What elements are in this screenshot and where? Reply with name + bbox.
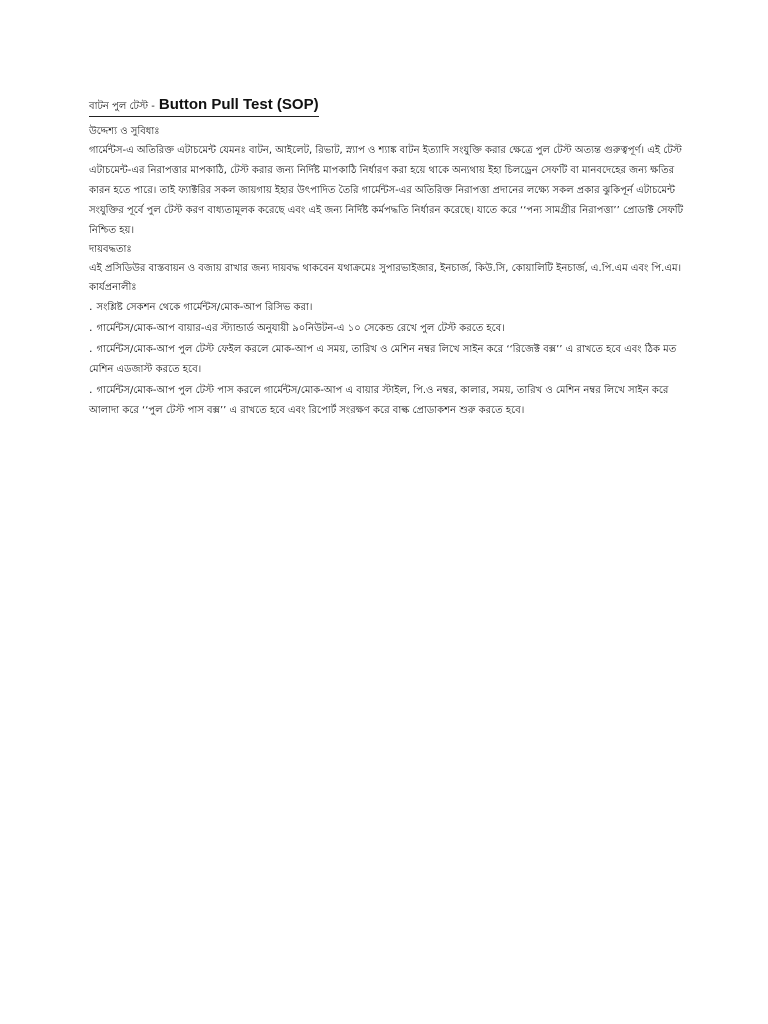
- step-text: গার্মেন্টস/মোক-আপ পুল টেস্ট পাস করলে গার্মেন্টস/মোক-আপ এ বায়ার স্টাইল, পি.ও নম্বর, কালার, সময়, তারিখ ও মেশিন নম্বর লিখে সাইন করে আলাদা করে ‘‘পুল টেস্ট পাস বক্স’’ এ রাখতে হবে এবং রিপোর্ট সংরক্ষণ করে বাল্ক প্রোডাকশন শুরু করতে হবে।: [89, 385, 669, 416]
- step-text: গার্মেন্টস/মোক-আপ বায়ার-এর স্ট্যান্ডার্ড অনুযায়ী ৯০নিউটন-এ ১০ সেকেন্ড রেখে পুল টেস্ট করতে হবে।: [96, 323, 505, 334]
- section-procedure-heading: কার্যপ্রনালীঃ: [89, 282, 137, 293]
- title-bengali: বাটন পুল টেস্ট -: [89, 101, 155, 112]
- title-english: Button Pull Test (SOP): [158, 96, 319, 113]
- step-marker: .: [89, 342, 93, 355]
- section-responsibility-heading: দায়বদ্ধতাঃ: [89, 244, 132, 255]
- step-marker: .: [89, 383, 93, 396]
- step-marker: .: [89, 321, 93, 334]
- procedure-steps: [89, 297, 684, 421]
- procedure-step-4: [89, 380, 684, 421]
- responsibility-paragraph: এই প্রসিডিউর বাস্তবায়ন ও বজায় রাখার জন্য দায়বদ্ধ থাকবেন যথাক্রমেঃ সুপারভাইজার, ইনচার্জ, কিউ.সি, কোয়ালিটি ইনচার্জ, এ.পি.এম এবং পি.এম।: [89, 263, 682, 274]
- purpose-paragraph: গার্মেন্টস-এ অতিরিক্ত এটাচমেন্ট যেমনঃ বাটন, আইলেট, রিভাট, স্ন্যাপ ও শ্যাঙ্ক বাটন ইত্যাদি সংযুক্তি করার ক্ষেত্রে পুল টেস্ট অত্যন্ত গুরুত্বপূর্ণ। এই টেস্ট এটাচমেন্ট-এর নিরাপত্তার মাপকাঠি, টেস্ট করার জন্য নির্দিষ্ট মাপকাঠি নির্ধারণ করা হয়ে থাকে অন্যথায় ইহা চিলড্রেন সেফটি বা মানবদেহের জন্য ক্ষতির কারন হতে পারে। তাই ফ্যাক্টরির সকল জায়গায় ইহার উৎপাদিত তৈরি গার্মেন্টস-এর অতিরিক্ত নিরাপত্তা প্রদানের লক্ষ্যে সকল প্রকার ঝুকিপূর্ন এটাচমেন্ট সংযুক্তির পূর্বে পুল টেস্ট করণ বাধ্যতামূলক করেছে এবং এই জন্য নির্দিষ্ট কর্মপদ্ধতি নির্ধারন করেছে। যাতে করে ‘‘পন্য সামগ্রীর নিরাপত্তা’’ প্রোডাক্ট সেফটি নিশ্চিত হয়।: [89, 145, 684, 236]
- step-text: গার্মেন্টস/মোক-আপ পুল টেস্ট ফেইল করলে মোক-আপ এ সময়, তারিখ ও মেশিন নম্বর লিখে সাইন করে ‘‘রিজেক্ট বক্স’’ এ রাখতে হবে এবং ঠিক মত মেশিন এডজাস্ট করতে হবে।: [89, 344, 677, 375]
- document-content: [89, 96, 684, 421]
- document-title: [89, 96, 319, 117]
- procedure-step-1: [89, 297, 684, 318]
- section-purpose-heading: উদ্দেশ্য ও সুবিধাঃ: [89, 126, 160, 137]
- step-text: সংশ্লিষ্ট সেকশন থেকে গার্মেন্টস/মোক-আপ রিসিভ করা।: [96, 302, 313, 313]
- procedure-step-2: [89, 318, 684, 339]
- procedure-step-3: [89, 339, 684, 380]
- step-marker: .: [89, 300, 93, 313]
